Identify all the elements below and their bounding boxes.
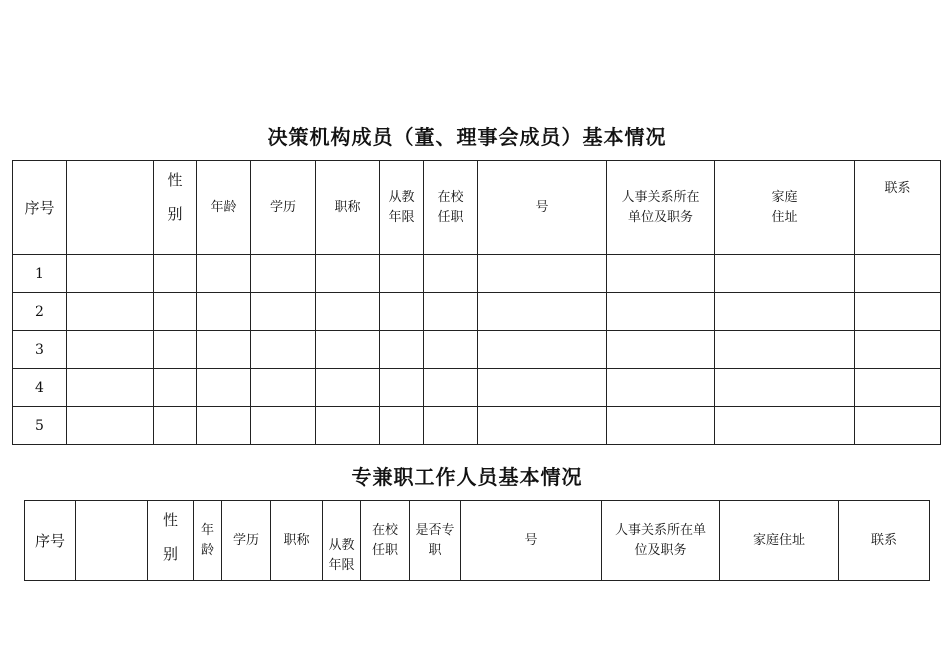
table-cell[interactable] xyxy=(251,293,316,331)
table-cell[interactable] xyxy=(424,407,478,445)
table-cell[interactable] xyxy=(715,407,855,445)
table-cell[interactable] xyxy=(715,293,855,331)
header-title: 职称 xyxy=(316,161,380,255)
table-cell[interactable] xyxy=(316,255,380,293)
table-cell[interactable] xyxy=(855,407,941,445)
header-in-school: 在校 任职 xyxy=(424,161,478,255)
table-cell[interactable] xyxy=(316,369,380,407)
header-gender-top: 性 xyxy=(162,511,178,529)
header-in-school: 在校 任职 xyxy=(361,501,410,581)
table-cell[interactable] xyxy=(478,331,607,369)
header-title: 职称 xyxy=(271,501,323,581)
board-members-table xyxy=(12,160,941,445)
table1-header-row xyxy=(13,161,941,255)
table-cell[interactable] xyxy=(316,407,380,445)
header-address: 家庭住址 xyxy=(720,501,839,581)
table-cell[interactable] xyxy=(197,369,251,407)
table-cell[interactable] xyxy=(380,255,424,293)
table-cell[interactable] xyxy=(607,255,715,293)
header-gender-bottom: 别 xyxy=(167,205,183,223)
header-contact: 联系 xyxy=(855,161,941,255)
header-age: 年龄 xyxy=(197,161,251,255)
table-cell[interactable] xyxy=(67,255,154,293)
table-cell[interactable] xyxy=(154,407,197,445)
table-cell[interactable] xyxy=(424,331,478,369)
table-cell[interactable] xyxy=(67,331,154,369)
header-education: 学历 xyxy=(251,161,316,255)
table-row xyxy=(13,255,941,293)
table-cell[interactable] xyxy=(478,407,607,445)
table1-title: 决策机构成员（董、理事会成员）基本情况 xyxy=(267,125,667,149)
table-cell[interactable] xyxy=(154,369,197,407)
table-cell[interactable] xyxy=(251,369,316,407)
row-seq: 3 xyxy=(13,331,67,369)
table-row xyxy=(13,293,941,331)
table-cell[interactable] xyxy=(607,369,715,407)
table-row xyxy=(13,331,941,369)
header-education: 学历 xyxy=(222,501,271,581)
table-cell[interactable] xyxy=(316,331,380,369)
table-row xyxy=(13,369,941,407)
table2-header-row xyxy=(25,501,930,581)
header-number: 号 xyxy=(478,161,607,255)
header-gender xyxy=(154,161,197,255)
table-cell[interactable] xyxy=(154,331,197,369)
header-fulltime: 是否专 职 xyxy=(410,501,461,581)
row-seq: 5 xyxy=(13,407,67,445)
table-cell[interactable] xyxy=(607,407,715,445)
table-cell[interactable] xyxy=(380,407,424,445)
table-cell[interactable] xyxy=(67,293,154,331)
table-cell[interactable] xyxy=(197,407,251,445)
header-gender xyxy=(148,501,194,581)
header-teach-years: 从教 年限 xyxy=(323,501,361,581)
table-cell[interactable] xyxy=(67,369,154,407)
table-cell[interactable] xyxy=(855,255,941,293)
table-cell[interactable] xyxy=(715,255,855,293)
row-seq: 2 xyxy=(13,293,67,331)
table-cell[interactable] xyxy=(380,369,424,407)
table-cell[interactable] xyxy=(67,407,154,445)
table-cell[interactable] xyxy=(251,255,316,293)
table-cell[interactable] xyxy=(251,331,316,369)
header-blank xyxy=(67,161,154,255)
header-relation: 人事关系所在 单位及职务 xyxy=(607,161,715,255)
header-gender-bottom: 别 xyxy=(162,545,178,563)
header-number: 号 xyxy=(461,501,602,581)
table-cell[interactable] xyxy=(380,331,424,369)
table-cell[interactable] xyxy=(478,293,607,331)
header-seq: 序号 xyxy=(25,501,76,581)
row-seq: 1 xyxy=(13,255,67,293)
table-row xyxy=(13,407,941,445)
header-seq: 序号 xyxy=(13,161,67,255)
table2-title: 专兼职工作人员基本情况 xyxy=(351,465,583,489)
table-cell[interactable] xyxy=(251,407,316,445)
table-cell[interactable] xyxy=(154,255,197,293)
header-blank xyxy=(76,501,148,581)
row-seq: 4 xyxy=(13,369,67,407)
table-cell[interactable] xyxy=(855,293,941,331)
table-cell[interactable] xyxy=(715,331,855,369)
staff-table xyxy=(24,500,930,581)
table-cell[interactable] xyxy=(197,255,251,293)
header-teach-years: 从教 年限 xyxy=(380,161,424,255)
header-address: 家庭 住址 xyxy=(715,161,855,255)
table-cell[interactable] xyxy=(424,293,478,331)
table-cell[interactable] xyxy=(478,255,607,293)
table-cell[interactable] xyxy=(424,255,478,293)
table-cell[interactable] xyxy=(715,369,855,407)
header-age: 年 龄 xyxy=(194,501,222,581)
header-contact: 联系 xyxy=(839,501,930,581)
header-gender-top: 性 xyxy=(167,171,183,189)
table-cell[interactable] xyxy=(380,293,424,331)
table-cell[interactable] xyxy=(478,369,607,407)
table-cell[interactable] xyxy=(855,369,941,407)
table-cell[interactable] xyxy=(424,369,478,407)
table-cell[interactable] xyxy=(154,293,197,331)
table-cell[interactable] xyxy=(855,331,941,369)
table-cell[interactable] xyxy=(197,293,251,331)
table-cell[interactable] xyxy=(197,331,251,369)
table-cell[interactable] xyxy=(607,293,715,331)
table-cell[interactable] xyxy=(316,293,380,331)
table-cell[interactable] xyxy=(607,331,715,369)
header-relation: 人事关系所在单 位及职务 xyxy=(602,501,720,581)
